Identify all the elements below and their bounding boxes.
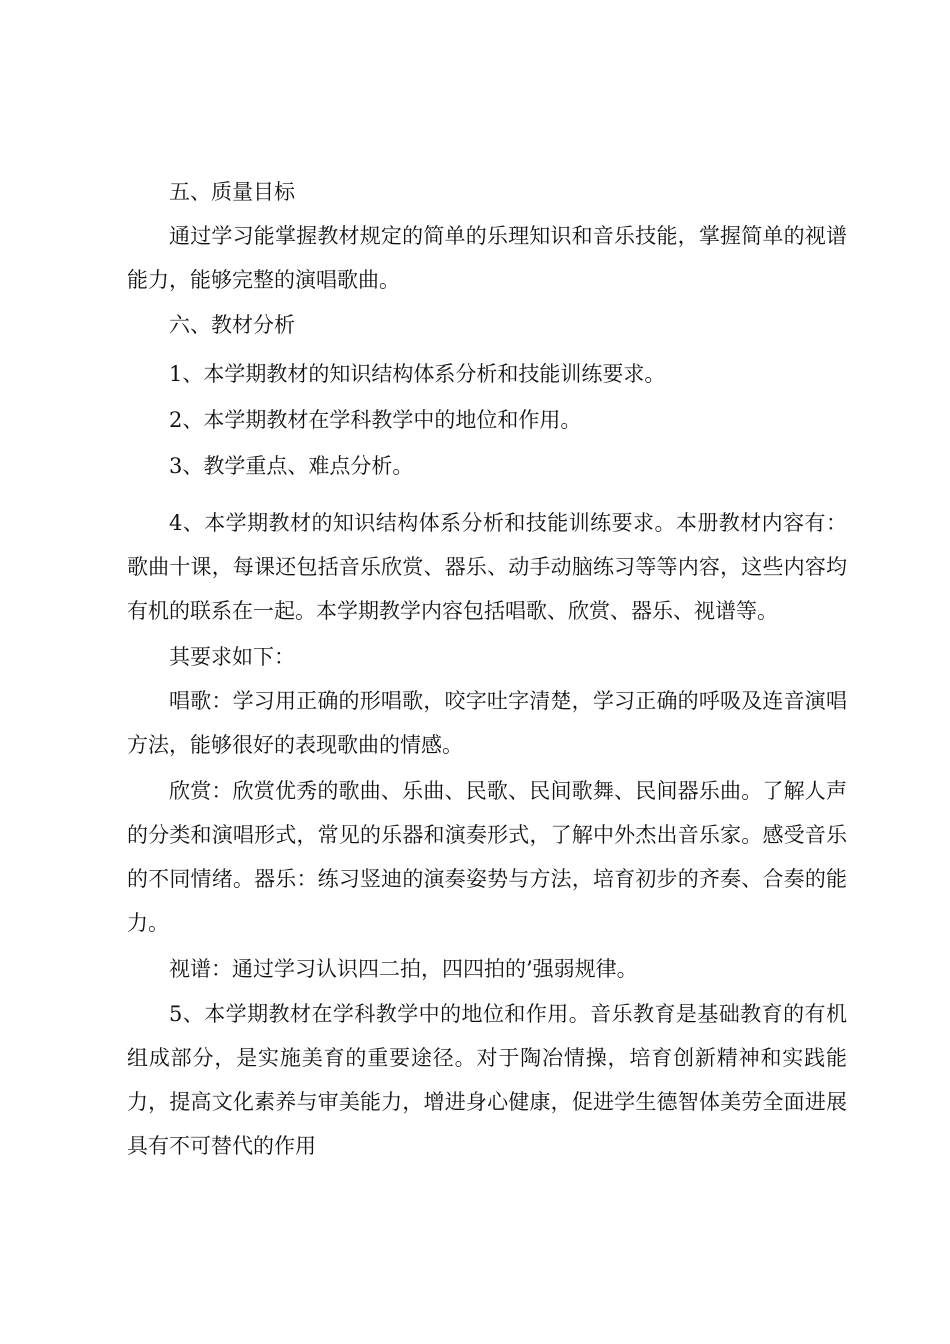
paragraph-singing: 唱歌：学习用正确的形唱歌，咬字吐字清楚，学习正确的呼吸及连音演唱方法，能够很好的表现歌曲的情感。	[127, 689, 847, 757]
list-item-3: 3、教学重点、难点分析。	[169, 454, 414, 478]
section-heading-quality-goals: 五、质量目标	[169, 180, 295, 204]
list-item-2: 2、本学期教材在学科教学中的地位和作用。	[169, 408, 582, 432]
list-item-4: 4、本学期教材的知识结构体系分析和技能训练要求。本册教材内容有：歌曲十课，每课还包括音乐欣赏、器乐、动手动脑练习等等内容，这些内容均有机的联系在一起。本学期教学内容包括唱歌、欣赏、器乐、视谱等。	[127, 511, 847, 623]
paragraph-quality-goals: 通过学习能掌握教材规定的简单的乐理知识和音乐技能，掌握简单的视谱能力，能够完整的演唱歌曲。	[127, 224, 847, 292]
section-heading-textbook-analysis: 六、教材分析	[169, 313, 295, 337]
paragraph-appreciation: 欣赏：欣赏优秀的歌曲、乐曲、民歌、民间歌舞、民间器乐曲。了解人声的分类和演唱形式，常见的乐器和演奏形式，了解中外杰出音乐家。感受音乐的不同情绪。器乐：练习竖迪的演奏姿势与方法，培育初步的齐奏、合奏的能力。	[127, 779, 847, 935]
paragraph-sight-reading: 视谱：通过学习认识四二拍，四四拍的’强弱规律。	[169, 957, 638, 981]
paragraph-requirements-intro: 其要求如下：	[169, 645, 295, 669]
list-item-1: 1、本学期教材的知识结构体系分析和技能训练要求。	[169, 362, 666, 386]
list-item-5: 5、本学期教材在学科教学中的地位和作用。音乐教育是基础教育的有机组成部分，是实施美育的重要途径。对于陶冶情操，培育创新精神和实践能力，提高文化素养与审美能力，增进身心健康，促进学生德智体美劳全面进展具有不可替代的作用	[127, 1002, 847, 1158]
